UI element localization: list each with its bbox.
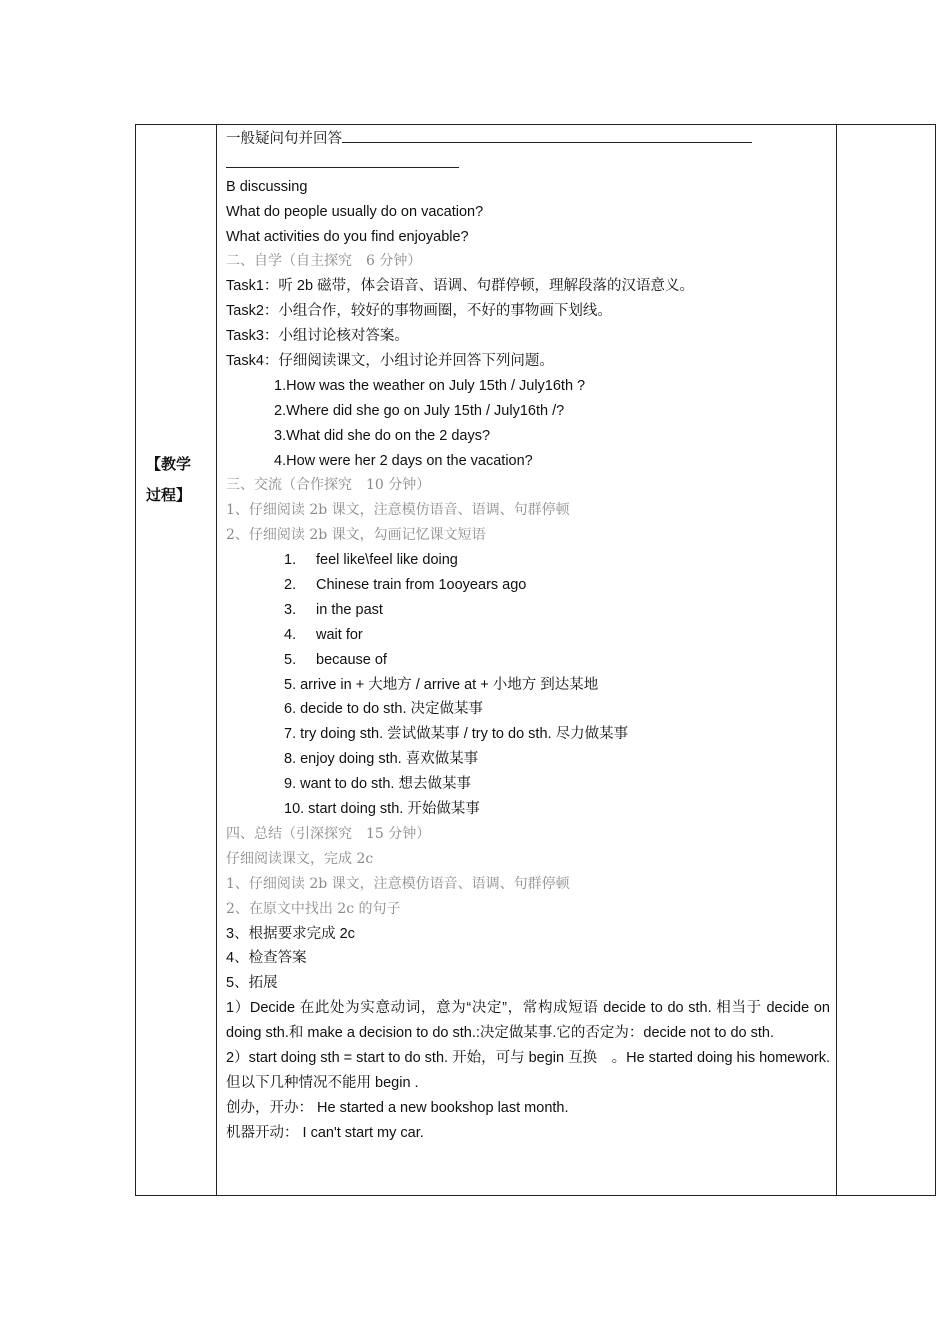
task4-question: 1.How was the weather on July 15th / July16th ? xyxy=(274,377,586,394)
task4-question: 2.Where did she go on July 15th / July16th /? xyxy=(274,402,565,419)
phrase-item: 8. enjoy doing sth. 喜欢做某事 xyxy=(284,751,479,768)
phrase-text: because of xyxy=(316,651,387,668)
phrase-number: 5. xyxy=(284,651,297,668)
phrase-number: 4. xyxy=(284,626,297,643)
section-label-cell xyxy=(136,125,217,1196)
discussing-label: B discussing xyxy=(226,178,308,195)
question-header-line xyxy=(226,125,830,150)
task4-question: 4.How were her 2 days on the vacation? xyxy=(274,452,533,469)
phrase-text: wait for xyxy=(316,626,363,643)
section-label-line-1: 【教学 xyxy=(146,455,192,473)
expansion-paragraph: 1）Decide 在此处为实意动词，意为“决定”，常构成短语 decide to do sth. 相当于 decide on doing sth.和 make a decision to do sth.:决定做某事.它的否定为：decide not to do sth. xyxy=(226,1000,830,1042)
section-label-line-2: 过程】 xyxy=(146,486,192,504)
summary-item: 5、拓展 xyxy=(226,975,278,992)
task-item: Task3：小组讨论核对答案。 xyxy=(226,328,409,345)
phrase-text: Chinese train from 1ooyears ago xyxy=(316,577,527,594)
lesson-plan-table xyxy=(135,124,936,1196)
summary-intro: 仔细阅读课文，完成 2c xyxy=(226,850,374,867)
answer-blank xyxy=(342,125,752,143)
answer-blank-line xyxy=(226,150,830,175)
phrase-item xyxy=(226,623,830,648)
exchange-item: 1、仔细阅读 2b 课文，注意模仿语音、语调、句群停顿 xyxy=(226,502,570,519)
discussion-question: What do people usually do on vacation? xyxy=(226,203,484,220)
section-title-exchange: 三、交流（合作探究 10 分钟） xyxy=(226,477,431,494)
summary-item: 2、在原文中找出 2c 的句子 xyxy=(226,900,401,917)
summary-item: 1、仔细阅读 2b 课文，注意模仿语音、语调、句群停顿 xyxy=(226,875,570,892)
expansion-note: 但以下几种情况不能用 begin . xyxy=(226,1074,419,1091)
phrase-item: 5. arrive in + 大地方 / arrive at + 小地方 到达某地 xyxy=(284,676,599,693)
summary-item: 3、根据要求完成 2c xyxy=(226,925,355,942)
section-title-summary: 四、总结（引深探究 15 分钟） xyxy=(226,825,431,842)
content-cell xyxy=(217,125,837,1196)
phrase-item xyxy=(226,598,830,623)
question-header: 一般疑问句并回答 xyxy=(226,131,342,147)
expansion-example: 创办，开办： He started a new bookshop last month. xyxy=(226,1099,569,1116)
discussion-question: What activities do you find enjoyable? xyxy=(226,228,469,245)
phrase-item: 6. decide to do sth. 决定做某事 xyxy=(284,701,484,718)
answer-blank xyxy=(226,150,459,168)
task4-question: 3.What did she do on the 2 days? xyxy=(274,427,491,444)
phrase-text: feel like\feel like doing xyxy=(316,552,458,569)
task-item: Task4：仔细阅读课文，小组讨论并回答下列问题。 xyxy=(226,353,554,370)
task-item: Task1：听 2b 磁带，体会语音、语调、句群停顿，理解段落的汉语意义。 xyxy=(226,278,695,295)
section-title-self-study: 二、自学（自主探究 6 分钟） xyxy=(226,253,422,270)
phrase-item xyxy=(226,648,830,673)
phrase-item: 9. want to do sth. 想去做某事 xyxy=(284,776,471,793)
content-body xyxy=(217,125,836,1146)
exchange-item: 2、仔细阅读 2b 课文，勾画记忆课文短语 xyxy=(226,527,486,544)
phrase-item xyxy=(226,548,830,573)
phrase-item: 7. try doing sth. 尝试做某事 / try to do sth. 尽力做某事 xyxy=(284,726,629,743)
notes-cell xyxy=(837,125,936,1196)
phrase-text: in the past xyxy=(316,601,383,618)
summary-item: 4、检查答案 xyxy=(226,950,307,967)
phrase-item: 10. start doing sth. 开始做某事 xyxy=(284,801,480,818)
table-row xyxy=(136,125,936,1196)
phrase-number: 2. xyxy=(284,577,297,594)
section-label xyxy=(146,449,191,511)
task-item: Task2：小组合作，较好的事物画圈，不好的事物画下划线。 xyxy=(226,303,612,320)
expansion-paragraph: 2）start doing sth = start to do sth. 开始，可与 begin 互换 。He started doing his homework. xyxy=(226,1049,831,1066)
phrase-item xyxy=(226,573,830,598)
phrase-number: 3. xyxy=(284,601,297,618)
phrase-number: 1. xyxy=(284,552,297,569)
expansion-example: 机器开动： I can't start my car. xyxy=(226,1124,424,1141)
